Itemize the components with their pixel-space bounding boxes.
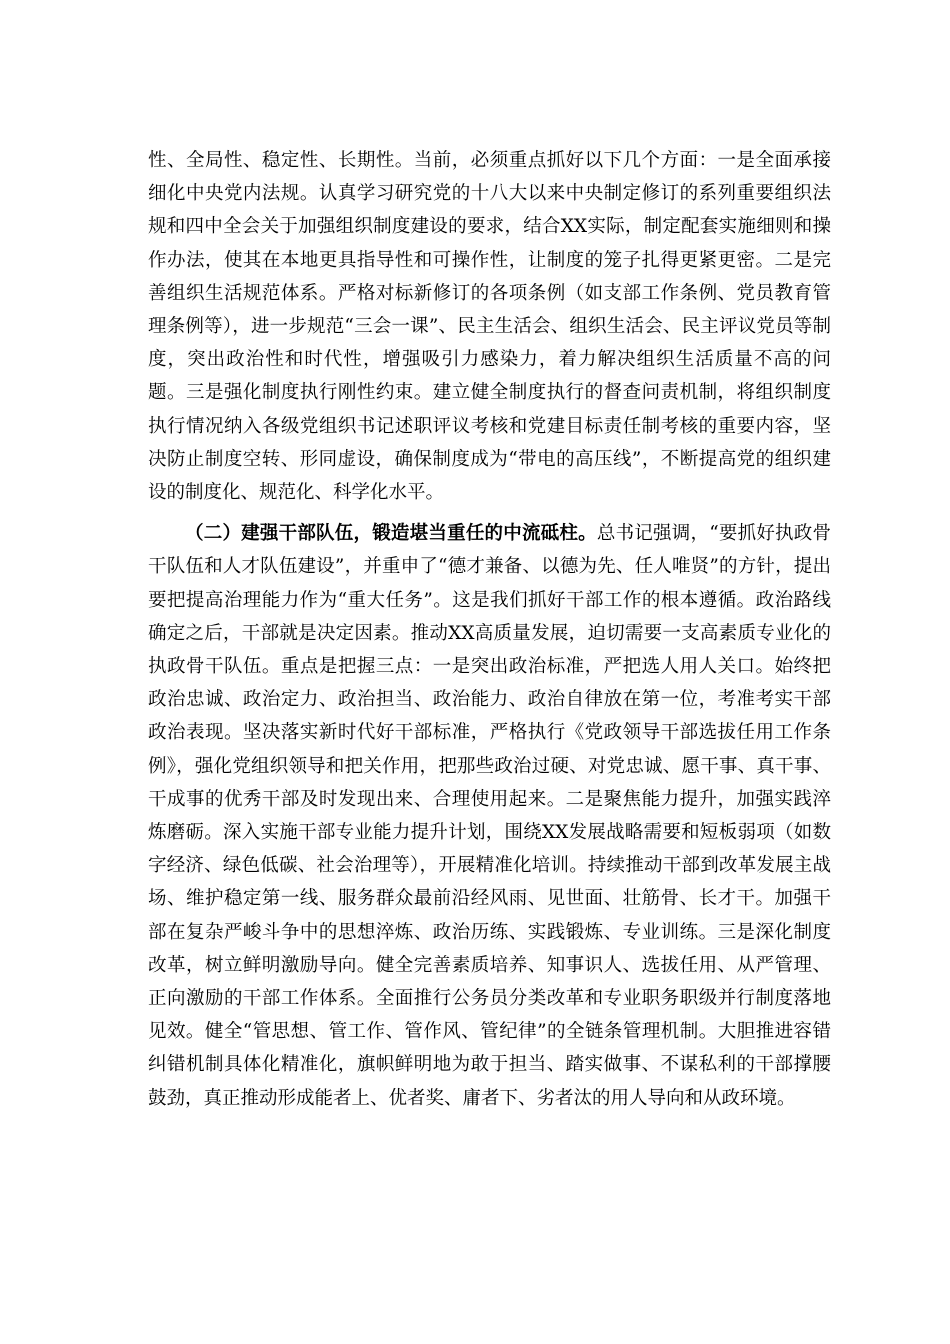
paragraph-text: 总书记强调，“要抓好执政骨干队伍和人才队伍建设”，并重申了“德才兼备、以德为先、任人唯贤”的方针，提出要把提高治理能力作为“重大任务”。这是我们抓好干部工作的根本遵循。政治路线确定之后，干部就是决定因素。推动XX高质量发展，迫切需要一支高素质专业化的执政骨干队伍。重点是把握三点：一是突出政治标准，严把选人用人关口。始终把政治忠诚、政治定力、政治担当、政治能力、政治自律放在第一位，考准考实干部政治表现。坚决落实新时代好干部标准，严格执行《党政领导干部选拔任用工作条例》，强化党组织领导和把关作用，把那些政治过硬、对党忠诚、愿干事、真干事、干成事的优秀干部及时发现出来、合理使用起来。二是聚焦能力提升，加强实践淬炼磨砺。深入实施干部专业能力提升计划，围绕XX发展战略需要和短板弱项（如数字经济、绿色低碳、社会治理等），开展精准化培训。持续推动干部到改革发展主战场、维护稳定第一线、服务群众最前沿经风雨、见世面、壮筋骨、长才干。加强干部在复杂严峻斗争中的思想淬炼、政治历练、实践锻炼、专业训练。三是深化制度改革，树立鲜明激励导向。健全完善素质培养、知事识人、选拔任用、从严管理、正向激励的干部工作体系。全面推行公务员分类改革和专业职务职级并行制度落地见效。健全“管思想、管工作、管作风、管纪律”的全链条管理机制。大胆推进容错纠错机制具体化精准化，旗帜鲜明地为敢于担当、踏实做事、不谋私利的干部撑腰鼓劲，真正推动形成能者上、优者奖、庸者下、劣者汰的用人导向和从政环境。 <box>148 523 831 1109</box>
body-paragraph-section-two <box>148 517 831 1115</box>
paragraph-text: 性、全局性、稳定性、长期性。当前，必须重点抓好以下几个方面：一是全面承接细化中央党内法规。认真学习研究党的十八大以来中央制定修订的系列重要组织法规和四中全会关于加强组织制度建设的要求，结合XX实际，制定配套实施细则和操作办法，使其在本地更具指导性和可操作性，让制度的笼子扎得更紧更密。二是完善组织生活规范体系。严格对标新修订的各项条例（如支部工作条例、党员教育管理条例等），进一步规范“三会一课”、民主生活会、组织生活会、民主评议党员等制度，突出政治性和时代性，增强吸引力感染力，着力解决组织生活质量不高的问题。三是强化制度执行刚性约束。建立健全制度执行的督查问责机制，将组织制度执行情况纳入各级党组织书记述职评议考核和党建目标责任制考核的重要内容，坚决防止制度空转、形同虚设，确保制度成为“带电的高压线”，不断提高党的组织建设的制度化、规范化、科学化水平。 <box>148 150 831 504</box>
body-paragraph-continued <box>148 144 831 509</box>
document-body <box>148 144 831 1115</box>
section-heading: （二）建强干部队伍，锻造堪当重任的中流砥柱。 <box>185 523 597 545</box>
